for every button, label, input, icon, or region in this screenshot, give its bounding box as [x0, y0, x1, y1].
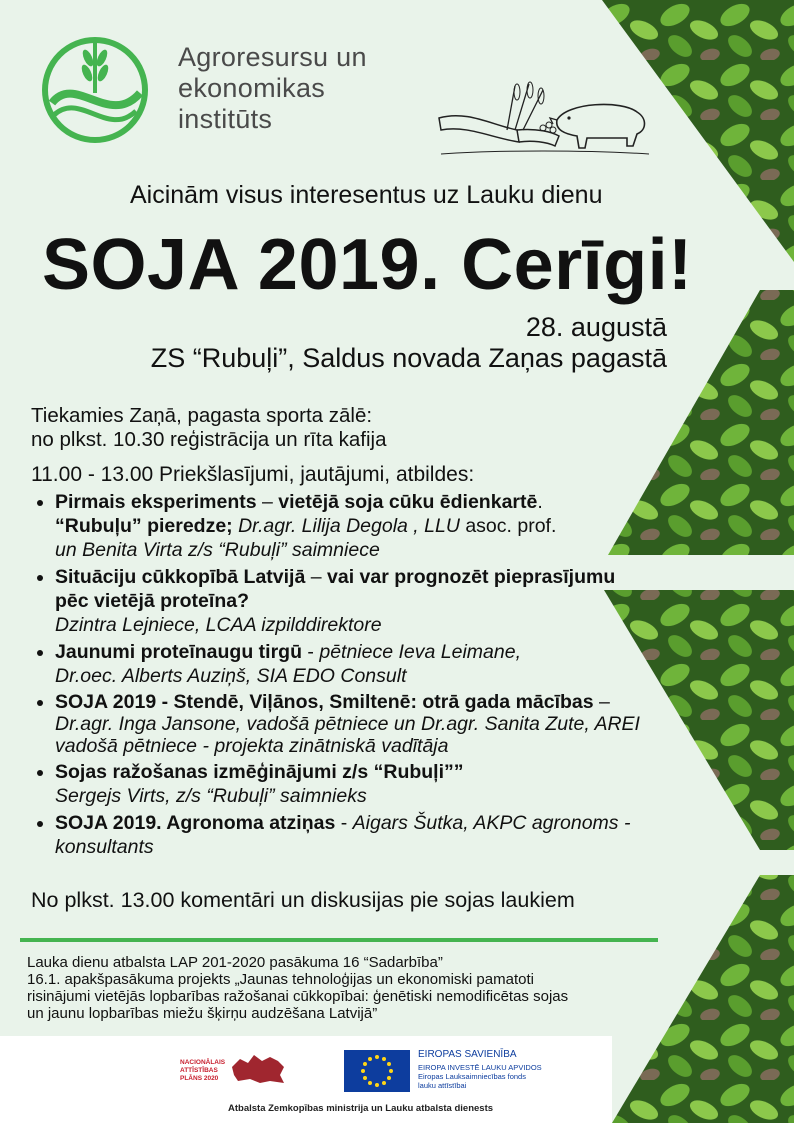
institute-logo — [40, 33, 150, 148]
institute-name-line2: ekonomikas — [178, 73, 326, 103]
institute-name — [178, 42, 367, 135]
eu-label: EIROPAS SAVIENĪBA — [418, 1049, 517, 1060]
event-title: SOJA 2019. Cerīgi! — [42, 225, 693, 305]
event-place: ZS “Rubuļi”, Saldus novada Zaņas pagastā — [150, 343, 667, 373]
afternoon-info: No plkst. 13.00 komentāri un diskusijas pie sojas laukiem — [31, 888, 575, 912]
program-item: • Sojas ražošanas izmēģinājumi z/s “Rubuļi”” Sergejs Virts, z/s “Rubuļi” saimnieks — [55, 760, 640, 808]
program-item: • SOJA 2019 - Stendē, Viļānos, Smiltenē: otrā gada mācības –Dr.agr. Inga Jansone, vadošā pētniece un Dr.agr. Sanita Zute, AREI vadošā pētniece - projekta zinātniskā vadītāja — [55, 691, 640, 757]
eu-flag-icon — [344, 1050, 410, 1092]
institute-name-line3: institūts — [178, 104, 273, 134]
program-item: • Situāciju cūkkopībā Latvijā – vai var prognozēt pieprasījumu pēc vietējā proteīna? Dzintra Lejniece, LCAA izpilddirektore — [55, 565, 640, 637]
registration-time: no plkst. 10.30 reģistrācija un rīta kafija — [31, 428, 387, 451]
latvia-map-icon — [230, 1053, 286, 1085]
nap2020-logo-text: NACIONĀLAIS ATTĪSTĪBAS PLĀNS 2020 — [180, 1059, 226, 1082]
schedule-heading: 11.00 - 13.00 Priekšlasījumi, jautājumi, atbildes: — [31, 463, 475, 486]
funding-line: un jaunu lopbarības miežu šķirņu audzēšana Latvijā” — [27, 1005, 378, 1022]
invitation-text: Aicinām visus interesentus uz Lauku dienu — [130, 181, 603, 209]
institute-name-line1: Agroresursu un — [178, 42, 367, 72]
funding-line: Lauka dienu atbalsta LAP 201-2020 pasākuma 16 “Sadarbība” — [27, 954, 443, 971]
event-date: 28. augustā — [525, 312, 667, 342]
program-item: • SOJA 2019. Agronoma atziņas - Aigars Šutka, AKPC agronoms - konsultants — [55, 811, 640, 859]
program-item: • Pirmais eksperiments – vietējā soja cūku ēdienkartē. “Rubuļu” pieredze; Dr.agr. Lilija Degola , LLU asoc. prof. un Benita Virta z/s “Rubuļi” saimniece — [55, 490, 640, 562]
funding-line: 16.1. apakšpasākuma projekts „Jaunas tehnoloģijas un ekonomiski pamatoti — [27, 971, 534, 988]
eu-fund-label: EIROPA INVESTĒ LAUKU APVIDOS Eiropas Lauksaimniecības fonds lauku attīstībai — [418, 1063, 542, 1090]
divider — [20, 938, 658, 942]
support-text: Atbalsta Zemkopības ministrija un Lauku atbalsta dienests — [228, 1103, 494, 1114]
funding-info — [27, 954, 647, 1022]
book-wheat-pig-sketch — [437, 80, 652, 160]
program-list — [30, 490, 640, 862]
program-item: • Jaunumi proteīnaugu tirgū - pētniece Ieva Leimane, Dr.oec. Alberts Auziņš, SIA EDO Consult — [55, 640, 640, 688]
meeting-location: Tiekamies Zaņā, pagasta sporta zālē: — [31, 404, 373, 427]
funding-line: risinājumi vietējās lopbarības ražošanai cūkkopībai: ģenētiski nemodificētas sojas — [27, 988, 569, 1005]
meeting-info — [31, 404, 387, 452]
